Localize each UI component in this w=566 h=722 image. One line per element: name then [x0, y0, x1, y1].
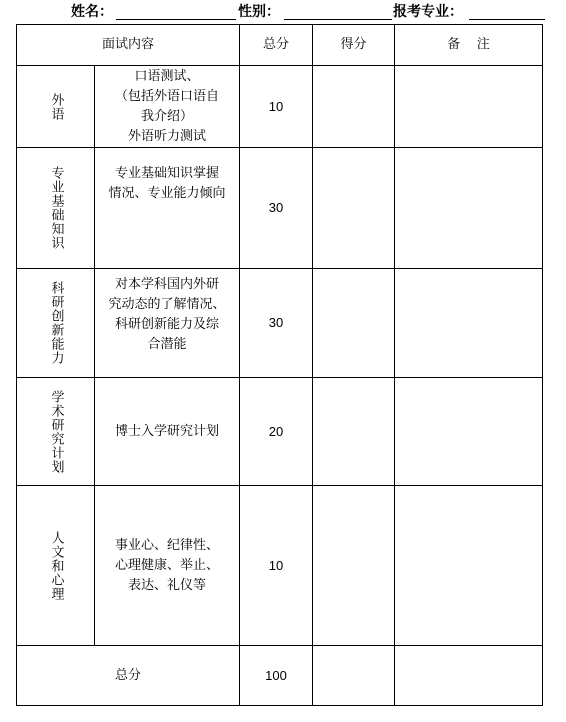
category-label: 学术研究计划 — [48, 389, 64, 474]
content-line: 合潜能 — [147, 337, 187, 352]
total-remarks-cell[interactable] — [395, 646, 543, 706]
table-header-row — [17, 25, 543, 66]
category-label: 人文和心理 — [48, 530, 64, 601]
category-label: 专业基础知识 — [48, 166, 64, 250]
content-line: 口语测试、 — [134, 68, 200, 84]
obtained-score-cell[interactable] — [313, 148, 395, 269]
content-cell — [95, 486, 240, 646]
total-score-cell: 20 — [240, 378, 313, 486]
content-line: 外语听力测试 — [128, 128, 207, 144]
column-header-remarks: 备 注 — [395, 25, 543, 66]
content-line: 科研创新能力及综 — [115, 317, 220, 332]
total-score-cell: 10 — [240, 66, 313, 148]
content-line: 究动态的了解情况、 — [108, 297, 226, 312]
total-obtained-cell[interactable] — [313, 646, 395, 706]
content-line: 事业心、纪律性、 — [115, 537, 220, 553]
table-row — [17, 378, 543, 486]
category-cell — [17, 269, 95, 378]
remarks-cell[interactable] — [395, 378, 543, 486]
table-row — [17, 148, 543, 269]
content-line: 表达、礼仪等 — [128, 577, 207, 593]
obtained-score-cell[interactable] — [313, 486, 395, 646]
category-label: 外语 — [48, 92, 64, 121]
gender-field[interactable] — [284, 19, 392, 20]
obtained-score-cell[interactable] — [313, 66, 395, 148]
category-cell — [17, 486, 95, 646]
obtained-score-cell[interactable] — [313, 269, 395, 378]
table-row — [17, 269, 543, 378]
category-cell — [17, 66, 95, 148]
total-score-cell: 10 — [240, 486, 313, 646]
remarks-cell[interactable] — [395, 66, 543, 148]
category-cell — [17, 378, 95, 486]
content-cell — [95, 148, 240, 269]
name-label: 姓名： — [71, 4, 113, 20]
remarks-cell[interactable] — [395, 269, 543, 378]
content-line: 对本学科国内外研 — [115, 277, 220, 292]
total-score-cell: 30 — [240, 269, 313, 378]
total-label: 总分 — [17, 646, 240, 706]
column-header-content: 面试内容 — [17, 25, 240, 66]
column-header-total: 总分 — [240, 25, 313, 66]
major-field[interactable] — [469, 19, 545, 20]
remarks-cell[interactable] — [395, 486, 543, 646]
content-line: 我介绍） — [141, 108, 194, 124]
content-line: 心理健康、举止、 — [115, 557, 220, 573]
interview-score-table — [16, 24, 543, 706]
category-label: 科研创新能力 — [48, 281, 64, 365]
content-cell — [95, 269, 240, 378]
content-line: （包括外语口语自 — [115, 88, 220, 104]
content-line: 博士入学研究计划 — [115, 423, 220, 439]
total-row — [17, 646, 543, 706]
gender-label: 性别： — [238, 4, 280, 20]
category-cell — [17, 148, 95, 269]
column-header-obtained: 得分 — [313, 25, 395, 66]
form-header — [0, 0, 566, 24]
name-field[interactable] — [116, 19, 236, 20]
table-row — [17, 486, 543, 646]
content-line: 情况、专业能力倾向 — [108, 186, 226, 201]
table-row — [17, 66, 543, 148]
obtained-score-cell[interactable] — [313, 378, 395, 486]
content-cell — [95, 66, 240, 148]
remarks-cell[interactable] — [395, 148, 543, 269]
major-label: 报考专业： — [393, 4, 463, 20]
content-line: 专业基础知识掌握 — [115, 166, 220, 181]
content-cell — [95, 378, 240, 486]
total-score-cell: 30 — [240, 148, 313, 269]
total-max-score: 100 — [240, 646, 313, 706]
